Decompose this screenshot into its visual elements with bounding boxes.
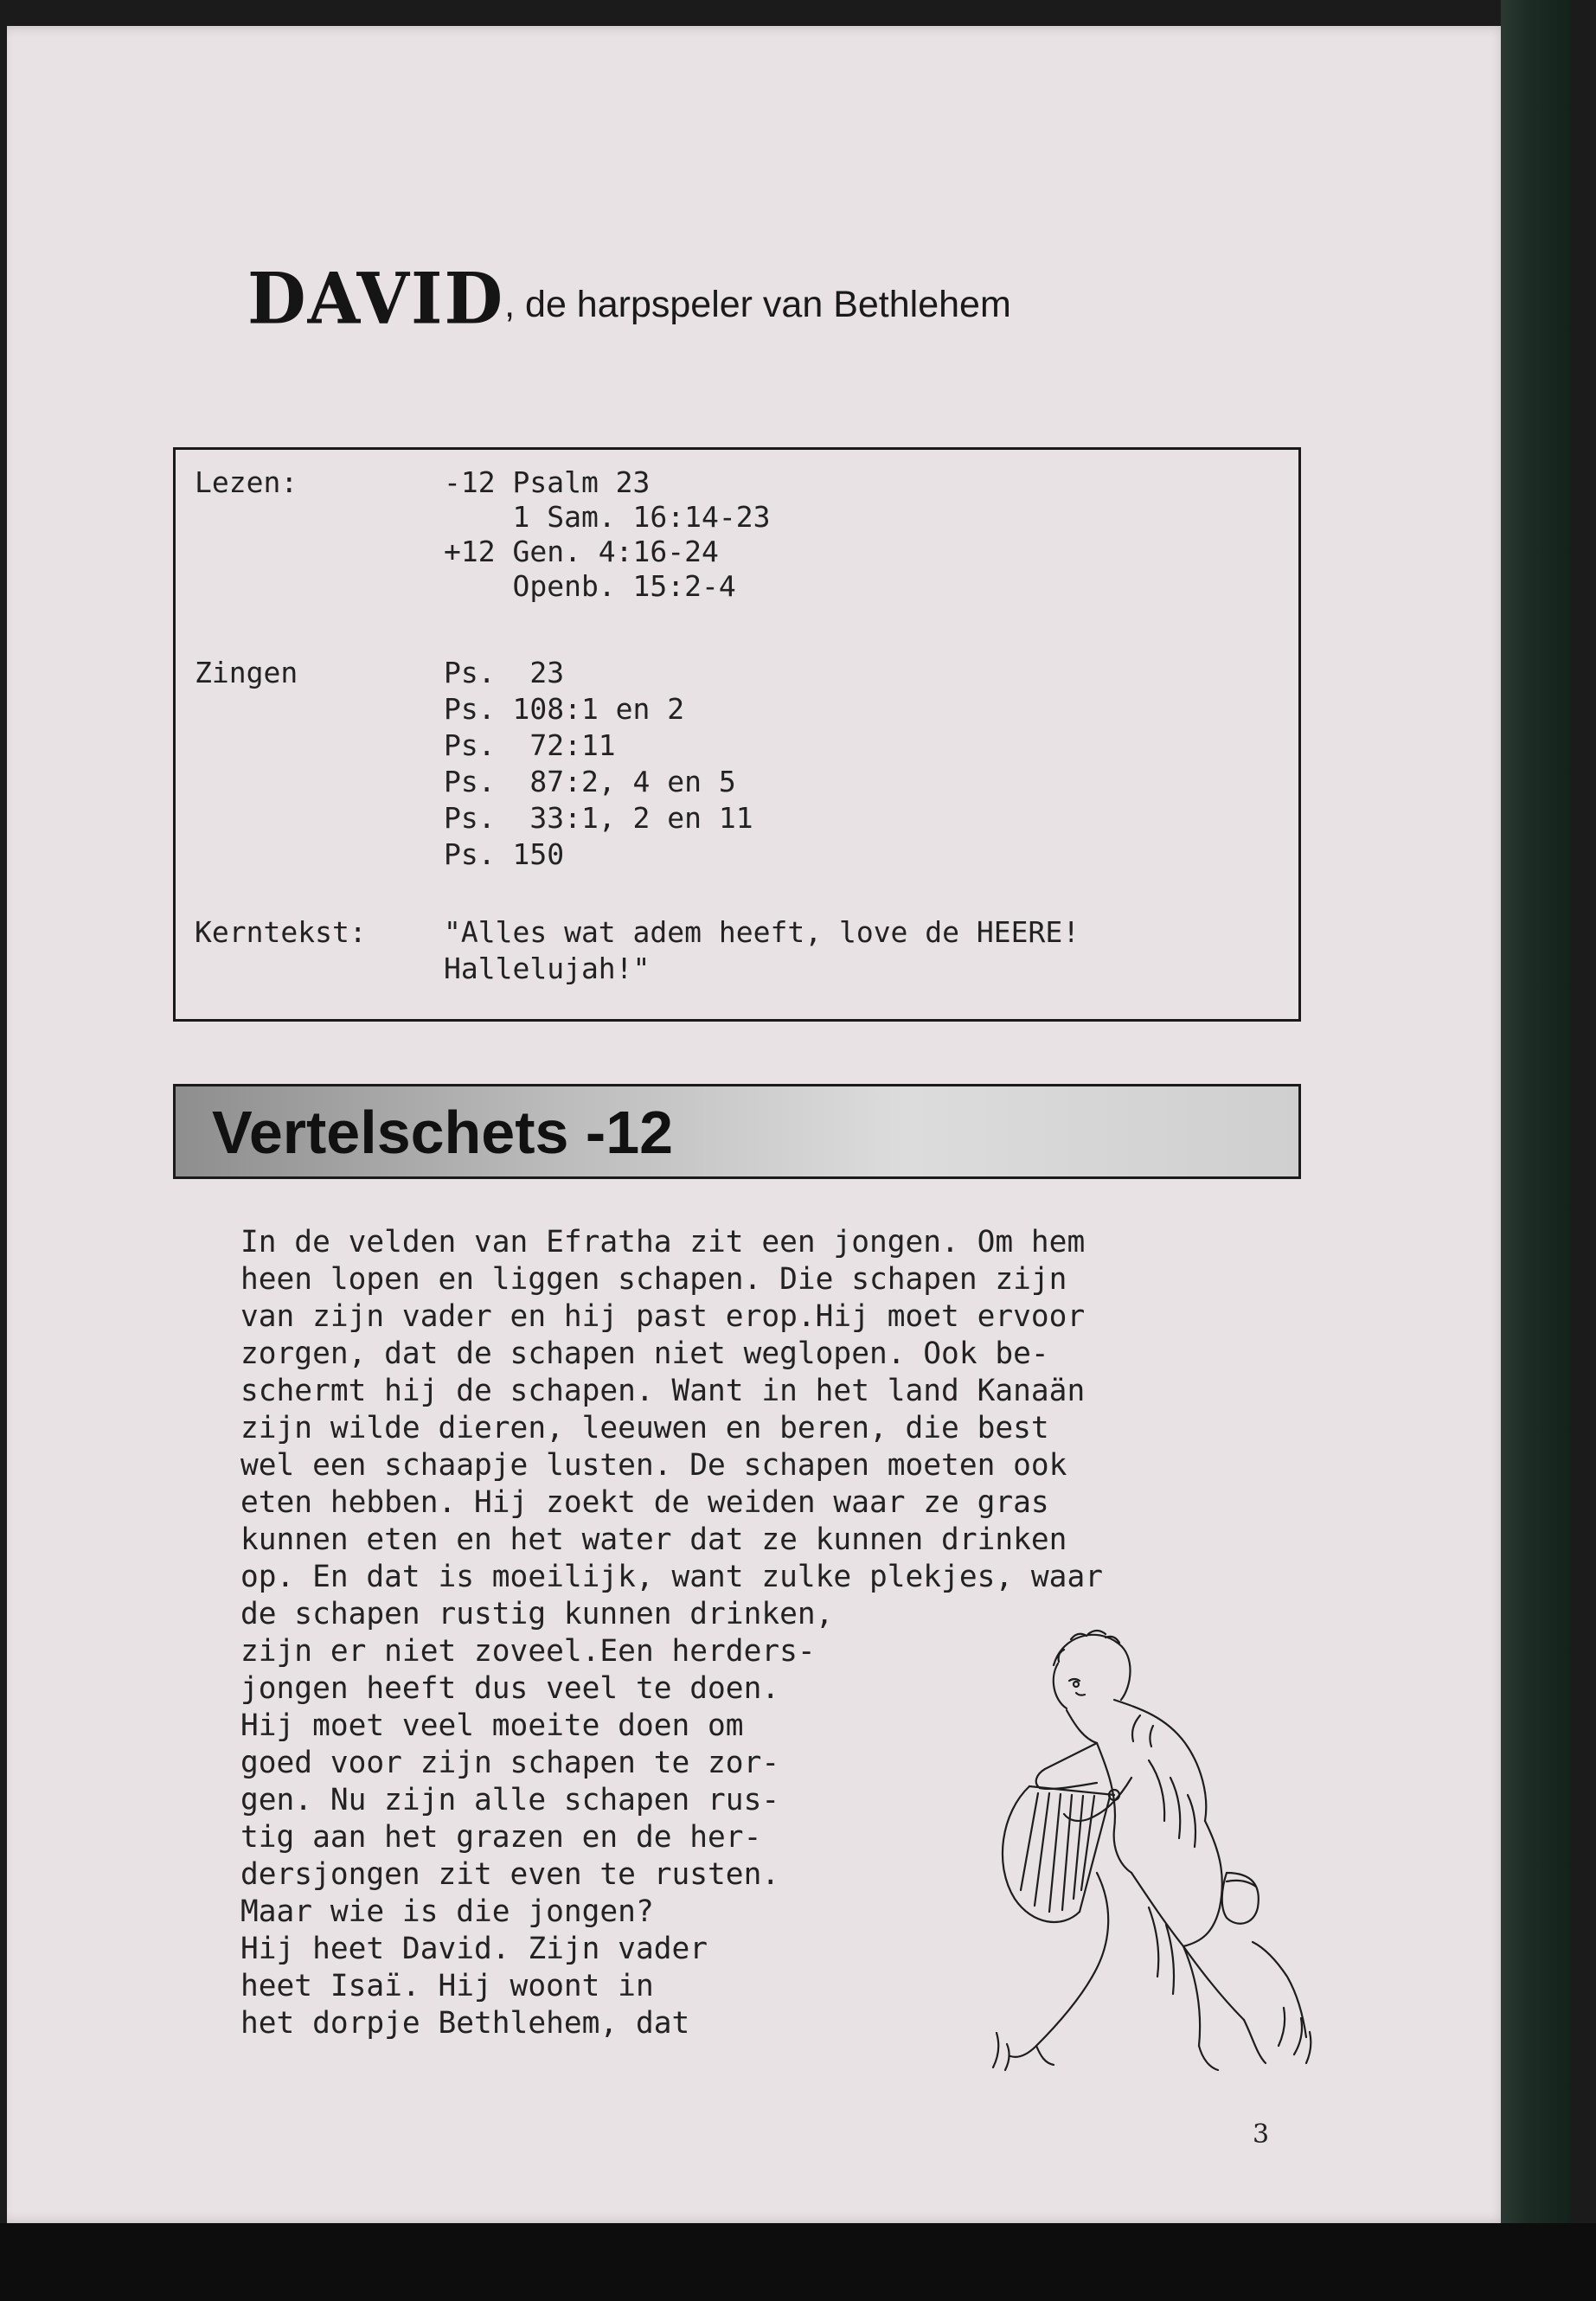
story-line: dersjongen zit even te rusten. [240,1857,780,1892]
title-logo: DAVID [247,257,505,341]
story-line: tig aan het grazen en de her- [240,1820,762,1855]
section-header [173,1084,1301,1179]
lezen-line: +12 Gen. 4:16-24 [444,535,719,568]
reading-box [173,447,1301,1022]
title-subtitle: , de harpspeler van Bethlehem [504,284,1011,325]
story-line: gen. Nu zijn alle schapen rus- [240,1783,780,1817]
story-line: jongen heeft dus veel te doen. [240,1671,780,1706]
story-line: zorgen, dat de schapen niet weglopen. Ook be- [240,1336,1049,1371]
kerntekst-label: Kerntekst: [195,915,367,949]
page-number: 3 [1253,2119,1270,2150]
book-binding [1501,0,1570,2275]
story-line: zijn wilde dieren, leeuwen en beren, die best [240,1411,1049,1445]
zingen-line: Ps. 23 [444,656,565,689]
zingen-line: Ps. 108:1 en 2 [444,692,685,726]
zingen-line: Ps. 87:2, 4 en 5 [444,765,736,798]
story-line: wel een schaapje lusten. De schapen moeten ook [240,1448,1067,1483]
story-line: zijn er niet zoveel.Een herders- [240,1634,816,1669]
story-line: goed voor zijn schapen te zor- [240,1746,780,1780]
zingen-label: Zingen [195,656,298,689]
kerntekst-line: "Alles wat adem heeft, love de HEERE! [444,915,1080,949]
story-line: het dorpje Bethlehem, dat [240,2006,690,2041]
kerntekst-line: Hallelujah!" [444,952,651,985]
lezen-line: -12 Psalm 23 [444,465,651,499]
story-line: kunnen eten en het water dat ze kunnen drinken [240,1522,1067,1557]
zingen-line: Ps. 150 [444,837,565,871]
story-line: de schapen rustig kunnen drinken, [240,1597,834,1631]
story-line: In de velden van Efratha zit een jongen. Om hem [240,1225,1086,1259]
book-page [7,26,1508,2223]
story-line: van zijn vader en hij past erop.Hij moet ervoor [240,1299,1086,1334]
lezen-line: Openb. 15:2-4 [444,569,736,603]
story-line: heet Isaï. Hij woont in [240,1969,654,2003]
page-title [247,247,1011,341]
story-line: eten hebben. Hij zoekt de weiden waar ze gras [240,1485,1049,1520]
story-line: schermt hij de schapen. Want in het land Kanaän [240,1374,1086,1408]
harp-player-illustration [967,1613,1348,2080]
story-line: heen lopen en liggen schapen. Die schapen zijn [240,1262,1067,1297]
lezen-line: 1 Sam. 16:14-23 [444,500,771,534]
section-title: Vertelschets -12 [212,1099,674,1166]
lezen-label: Lezen: [195,465,298,499]
story-line: op. En dat is moeilijk, want zulke plekjes, waar [240,1560,1103,1594]
zingen-line: Ps. 33:1, 2 en 11 [444,801,753,835]
story-line: Hij heet David. Zijn vader [240,1932,708,1966]
zingen-line: Ps. 72:11 [444,728,616,762]
bottom-edge [0,2223,1596,2301]
story-line: Maar wie is die jongen? [240,1894,654,1929]
story-line: Hij moet veel moeite doen om [240,1708,744,1743]
